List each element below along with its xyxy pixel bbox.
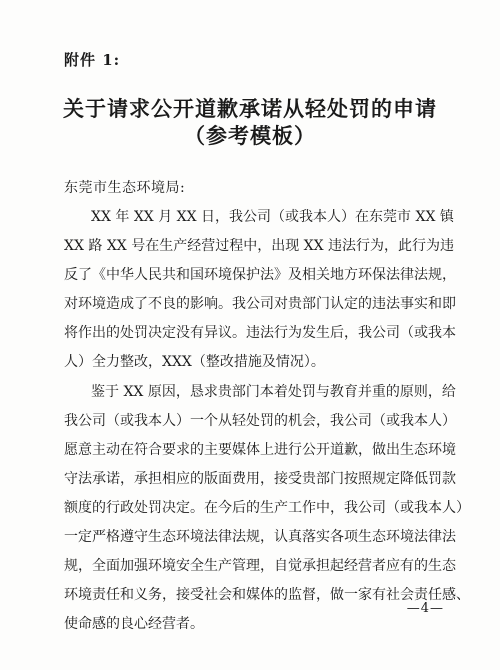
paragraph-1-line: 人）全力整改，XXX（整改措施及情况）。 bbox=[64, 354, 325, 370]
paragraph-2-line: 额度的行政处罚决定。在今后的生产工作中，我公司（或我本人） bbox=[64, 500, 470, 516]
paragraph-2-line: 愿意主动在符合要求的主要媒体上进行公开道歉，做出生态环境 bbox=[64, 442, 456, 458]
paragraph-1-line: XX 路 XX 号在生产经营过程中，出现 XX 违法行为，此行为违 bbox=[64, 238, 455, 254]
attachment-label: 附件 1: bbox=[64, 51, 121, 69]
document-subtitle: （参考模板） bbox=[184, 123, 316, 148]
paragraph-2-line: 规，全面加强环境安全生产管理，自觉承担起经营者应有的生态 bbox=[64, 558, 456, 574]
paragraph-2-line: 环境责任和义务，接受社会和媒体的监督，做一家有社会责任感、 bbox=[64, 587, 470, 603]
paragraph-1-line: XX 年 XX 月 XX 日，我公司（或我本人）在东莞市 XX 镇 bbox=[91, 209, 454, 225]
paragraph-1-line: 反了《中华人民共和国环境保护法》及相关地方环保法律法规， bbox=[64, 267, 456, 283]
paragraph-2-line: 我公司（或我本人）一个从轻处罚的机会，我公司（或我本人） bbox=[64, 413, 456, 429]
salutation: 东莞市生态环境局: bbox=[64, 180, 186, 196]
paragraph-2-line: 使命感的良心经营者。 bbox=[64, 616, 204, 632]
paragraph-1-line: 将作出的处罚决定没有异议。违法行为发生后，我公司（或我本 bbox=[64, 325, 456, 341]
page-number: —4— bbox=[406, 601, 444, 616]
document-title: 关于请求公开道歉承诺从轻处罚的申请 bbox=[63, 96, 437, 121]
paragraph-1-line: 对环境造成了不良的影响。我公司对贵部门认定的违法事实和即 bbox=[64, 296, 456, 312]
paragraph-2-line: 守法承诺，承担相应的版面费用，接受贵部门按照规定降低罚款 bbox=[64, 471, 456, 487]
paragraph-2-line: 一定严格遵守生态环境法律法规，认真落实各项生态环境法律法 bbox=[64, 529, 456, 545]
paragraph-2-line: 鉴于 XX 原因，恳求贵部门本着处罚与教育并重的原则，给 bbox=[91, 384, 456, 400]
